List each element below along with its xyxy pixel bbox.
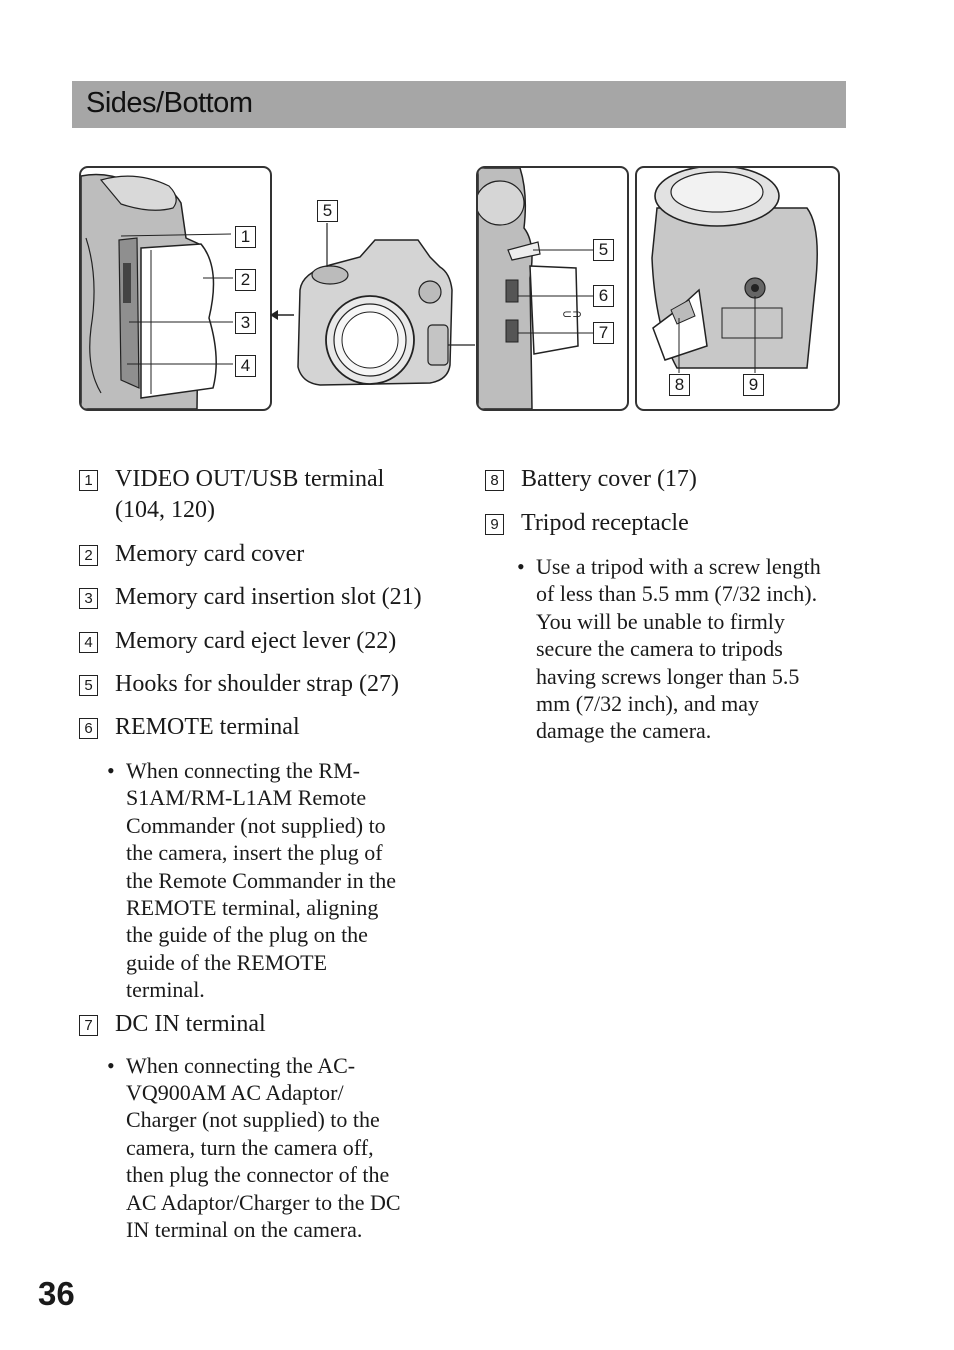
- callout-6: 6: [593, 285, 614, 307]
- item-label: REMOTE terminal: [115, 714, 300, 740]
- item-label: VIDEO OUT/USB terminal: [115, 466, 385, 492]
- bullet: •: [107, 1052, 115, 1078]
- note-line: the camera, insert the plug of: [126, 840, 383, 866]
- callout-4: 4: [235, 355, 256, 377]
- note-line: having screws longer than 5.5: [536, 663, 800, 689]
- list-item-3: [79, 582, 449, 613]
- right-column: [485, 464, 855, 745]
- note-line: of less than 5.5 mm (7/32 inch).: [536, 581, 818, 607]
- list-item-9: [485, 508, 855, 539]
- item-label: DC IN terminal: [115, 1010, 266, 1037]
- note-line: the guide of the plug on the: [126, 922, 368, 948]
- item-number: 5: [79, 675, 98, 696]
- item-number: 3: [79, 588, 98, 609]
- page-number: 36: [38, 1275, 75, 1312]
- left-column: [79, 464, 449, 1244]
- note-line: When connecting the RM-: [126, 758, 360, 783]
- note-line: guide of the REMOTE: [126, 949, 328, 975]
- figure-bottom: [635, 166, 840, 411]
- callout-8: 8: [669, 374, 690, 396]
- note-line: the Remote Commander in the: [126, 867, 397, 893]
- section-title: Sides/Bottom: [86, 87, 253, 119]
- callout-1: 1: [235, 226, 256, 248]
- item-label: Tripod receptacle: [521, 510, 689, 536]
- item-number: 4: [79, 632, 98, 653]
- item-label: Memory card cover: [115, 541, 305, 567]
- note-line: Commander (not supplied) to: [126, 812, 386, 838]
- note-dc-in: [107, 1052, 449, 1244]
- callout-7: 7: [593, 322, 614, 344]
- svg-text:⊂⊃: ⊂⊃: [562, 307, 583, 321]
- note-line: damage the camera.: [536, 718, 712, 744]
- item-number: 8: [485, 470, 504, 491]
- note-line: AC Adaptor/Charger to the DC: [126, 1189, 401, 1215]
- note-line: VQ900AM AC Adaptor/: [126, 1080, 344, 1106]
- note-line: then plug the connector of the: [126, 1162, 390, 1188]
- bullet: •: [517, 554, 525, 579]
- camera-bottom-illustration: [637, 168, 838, 409]
- note-line: REMOTE terminal, aligning: [126, 895, 379, 921]
- note-line: You will be unable to firmly: [536, 608, 785, 634]
- bullet: •: [107, 758, 115, 783]
- list-item-5: [79, 669, 449, 700]
- callout-9: 9: [743, 374, 764, 396]
- camera-front-illustration: [290, 195, 475, 400]
- figure-right-side-terminals: [476, 166, 629, 411]
- note-line: IN terminal on the camera.: [126, 1217, 363, 1243]
- item-label: Hooks for shoulder strap (27): [115, 671, 399, 697]
- note-remote: [107, 757, 449, 1004]
- note-line: Charger (not supplied) to the: [126, 1107, 380, 1133]
- item-number: 2: [79, 545, 98, 566]
- item-label-line2: (104, 120): [115, 497, 215, 523]
- callout-5-front: 5: [317, 200, 338, 222]
- list-item-7: [79, 1009, 449, 1040]
- list-item-1: [79, 464, 449, 526]
- callout-2: 2: [235, 269, 256, 291]
- list-item-2: [79, 539, 449, 570]
- callout-5-side: 5: [593, 239, 614, 261]
- list-item-8: [485, 464, 855, 495]
- item-number: 6: [79, 718, 98, 739]
- note-line: mm (7/32 inch), and may: [536, 691, 760, 717]
- item-number: 9: [485, 514, 504, 535]
- item-label: Memory card insertion slot (21): [115, 584, 422, 610]
- item-number: 7: [79, 1015, 98, 1036]
- note-line: S1AM/RM-L1AM Remote: [126, 785, 367, 811]
- note-line: secure the camera to tripods: [536, 636, 783, 662]
- note-line: When connecting the AC-: [126, 1052, 356, 1078]
- section-header: [72, 81, 846, 128]
- list-item-6: [79, 712, 449, 743]
- list-item-4: [79, 626, 449, 657]
- note-line: camera, turn the camera off,: [126, 1134, 374, 1160]
- item-label: Battery cover (17): [521, 466, 697, 492]
- figure-left-side-card-slot: [79, 166, 272, 411]
- figure-camera-front: [290, 195, 475, 400]
- note-tripod: [517, 553, 855, 745]
- item-label: Memory card eject lever (22): [115, 628, 397, 654]
- note-line: Use a tripod with a screw length: [536, 554, 821, 579]
- callout-3: 3: [235, 312, 256, 334]
- note-line: terminal.: [126, 977, 205, 1003]
- item-number: 1: [79, 470, 98, 491]
